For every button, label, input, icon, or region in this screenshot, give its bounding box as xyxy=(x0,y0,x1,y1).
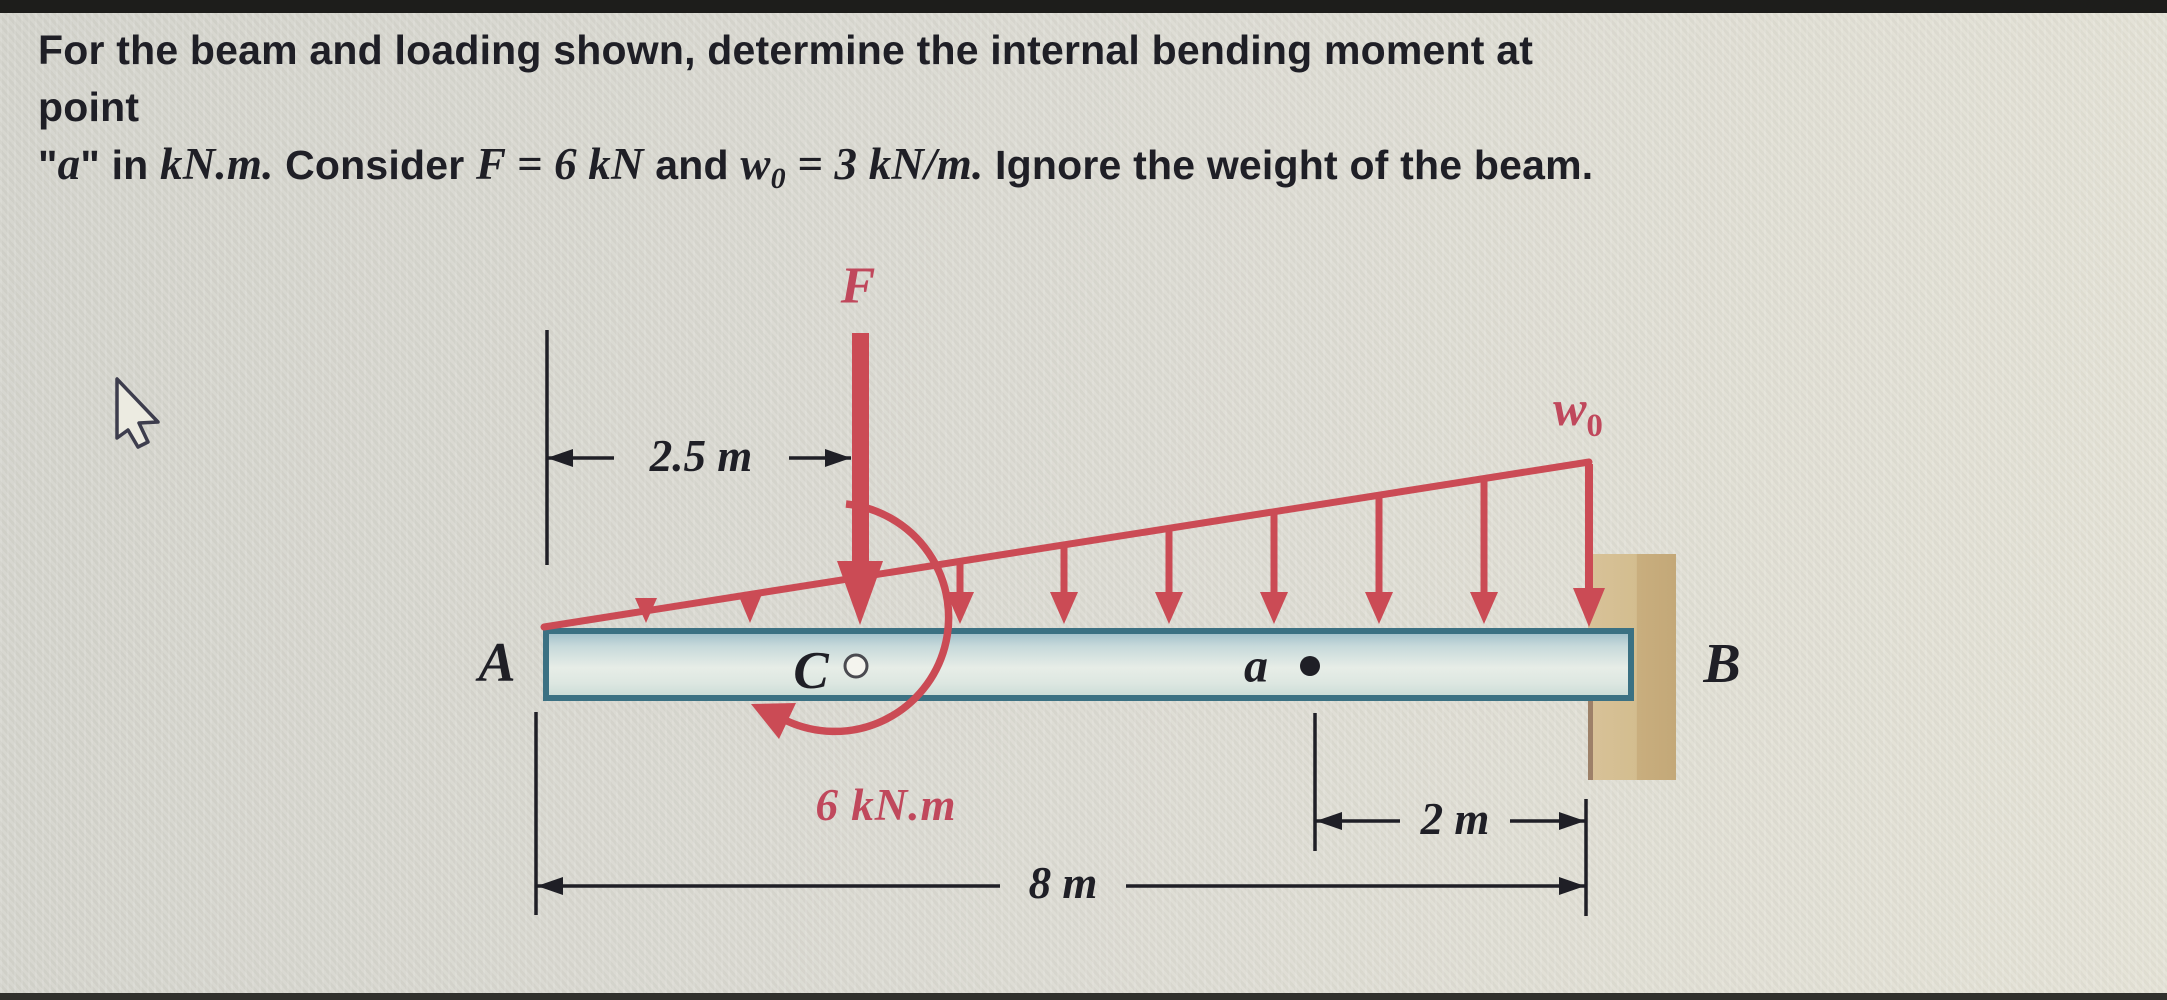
dim-8m-label: 8 m xyxy=(1028,858,1098,908)
load-arrow-icon xyxy=(738,594,762,623)
point-C-label: C xyxy=(793,642,829,700)
moment-arc-icon xyxy=(751,504,949,739)
point-a-label: a xyxy=(1244,639,1268,693)
load-arrow-icon xyxy=(1365,497,1393,624)
load-arrow-icon xyxy=(1470,481,1498,624)
load-arrow-icon xyxy=(1260,514,1288,624)
point-a-marker xyxy=(1300,656,1320,676)
dim-2-5m-label: 2.5 m xyxy=(649,431,753,481)
moment-value-label: 6 kN.m xyxy=(815,780,957,830)
problem-line2: "a" in kN.m. Consider F = 6 kN and $w_0 = 3$ kN/m. Ignore the weight of the beam. xyxy=(38,139,1594,196)
distributed-load xyxy=(544,462,1605,627)
force-F-label: F xyxy=(840,257,876,315)
problem-line1: For the beam and loading shown, determine the internal bending moment at point xyxy=(38,27,1534,130)
beam xyxy=(546,631,1631,698)
load-arrow-icon xyxy=(1050,547,1078,624)
point-C-marker xyxy=(845,655,867,677)
w0-label: $w_0$ xyxy=(1553,380,1603,444)
wall-shadow-line xyxy=(1588,700,1593,780)
load-arrow-icon xyxy=(1155,530,1183,624)
point-B-label: B xyxy=(1703,633,1741,695)
mouse-cursor-icon xyxy=(117,379,158,447)
dim-2m-label: 2 m xyxy=(1420,794,1490,844)
point-A-label: A xyxy=(478,632,516,694)
